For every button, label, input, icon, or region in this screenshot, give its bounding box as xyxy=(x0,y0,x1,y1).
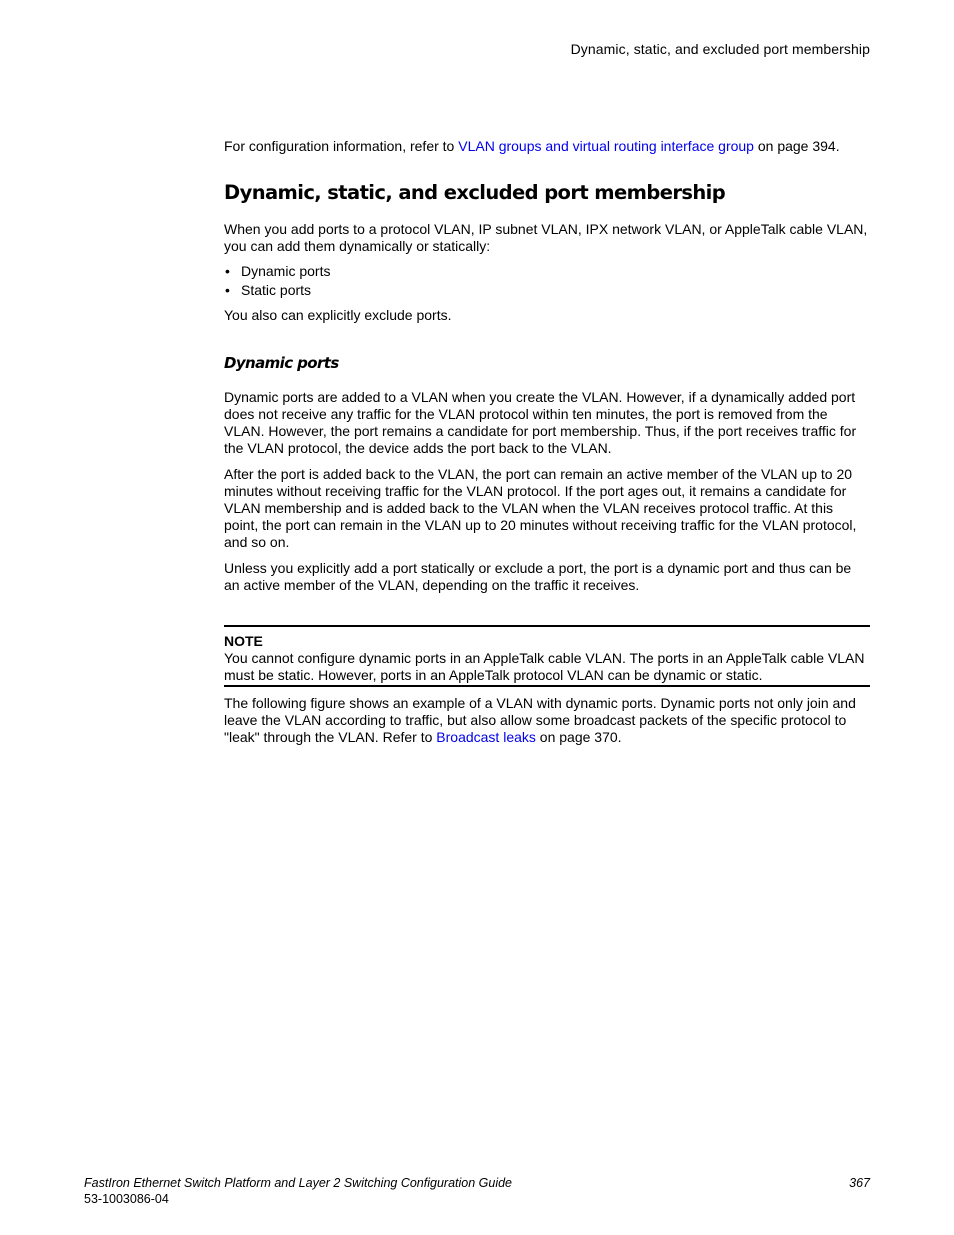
subsection-paragraph-2: After the port is added back to the VLAN, the port can remain an active member of the VLAN up to 20 minutes without receiving traffic for the VLAN protocol. If the port ages out, it remains a candidate for VLAN membership and is added back to the VLAN when the VLAN receives protocol traffic. At this point, the port can remain in the VLAN up to 20 minutes without receiving traffic for the VLAN protocol, and so on. xyxy=(224,466,857,550)
membership-list xyxy=(224,262,870,300)
intro-suffix: on page 394. xyxy=(753,138,840,154)
running-header: Dynamic, static, and excluded port membership xyxy=(570,41,870,57)
section-paragraph-1: When you add ports to a protocol VLAN, IP subnet VLAN, IPX network VLAN, or AppleTalk cable VLAN, you can add them dynamically or statically: xyxy=(224,221,868,254)
list-item: • Static ports xyxy=(224,281,870,300)
section-paragraph-2: You also can explicitly exclude ports. xyxy=(224,307,452,323)
broadcast-leaks-link[interactable]: Broadcast leaks xyxy=(436,729,536,745)
vlan-groups-link[interactable]: VLAN groups and virtual routing interface group xyxy=(458,138,754,154)
footer-doc-number: 53-1003086-04 xyxy=(84,1192,169,1206)
footer-guide-title: FastIron Ethernet Switch Platform and Layer 2 Switching Configuration Guide xyxy=(84,1176,512,1190)
page-number: 367 xyxy=(849,1176,870,1190)
note-text: You cannot configure dynamic ports in an AppleTalk cable VLAN. The ports in an AppleTalk cable VLAN must be static. However, ports in an AppleTalk protocol VLAN can be dynamic or static. xyxy=(224,650,865,683)
page-content xyxy=(224,138,870,746)
figure-intro-prefix: The following figure shows an example of a VLAN with dynamic ports. Dynamic ports not only join and leave the VLAN according to traffic, but also allow some broadcast packets of the specific protocol to "leak" through the VLAN. Refer to xyxy=(224,695,856,745)
section-heading: Dynamic, static, and excluded port membership xyxy=(224,181,726,204)
figure-intro-paragraph xyxy=(224,695,870,746)
subsection-paragraph-3: Unless you explicitly add a port statically or exclude a port, the port is a dynamic port and thus can be an active member of the VLAN, depending on the traffic it receives. xyxy=(224,560,852,593)
intro-paragraph xyxy=(224,138,870,155)
intro-prefix: For configuration information, refer to xyxy=(224,138,459,154)
note-title: NOTE xyxy=(224,633,263,649)
subsection-paragraph-1: Dynamic ports are added to a VLAN when you create the VLAN. However, if a dynamically added port does not receive any traffic for the VLAN protocol within ten minutes, the port is removed from the VLAN. However, the port remains a candidate for port membership. Thus, if the port receives traffic for the VLAN protocol, the device adds the port back to the VLAN. xyxy=(224,389,857,456)
figure-intro-suffix: on page 370. xyxy=(535,729,622,745)
note-box xyxy=(224,625,870,687)
footer xyxy=(84,1175,512,1207)
subsection-heading: Dynamic ports xyxy=(224,354,339,372)
list-item: • Dynamic ports xyxy=(224,262,870,281)
